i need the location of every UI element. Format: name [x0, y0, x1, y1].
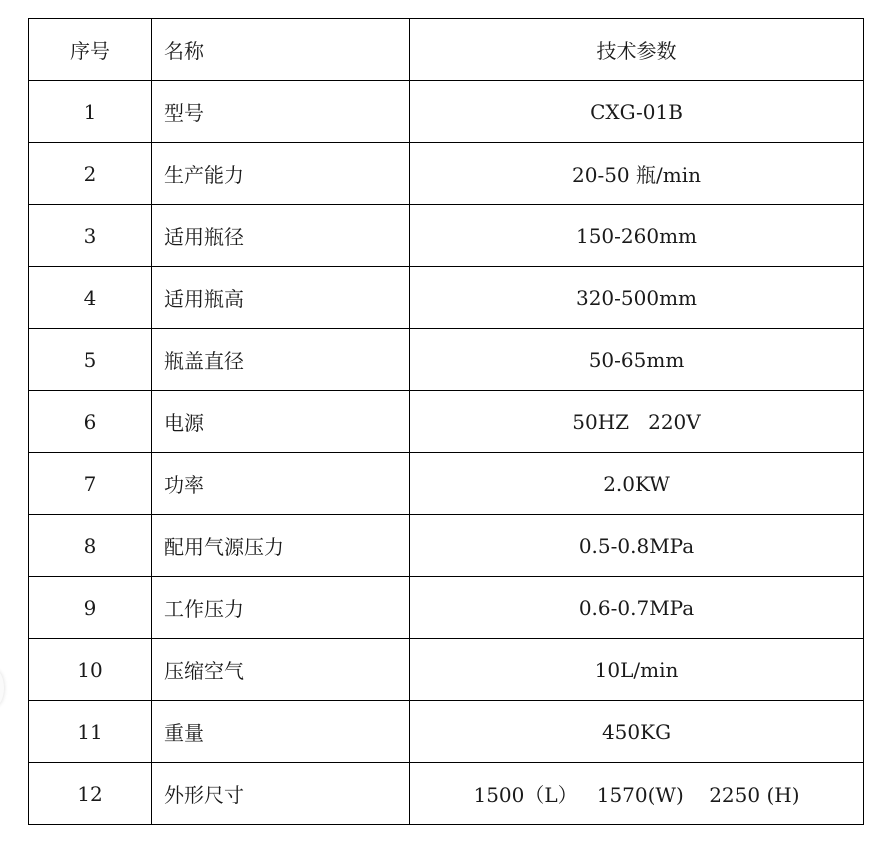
row-index: 11: [29, 701, 152, 763]
table-row: [29, 639, 864, 701]
row-name: 电源: [152, 391, 410, 453]
row-value: 320-500mm: [410, 267, 864, 329]
table-row: [29, 267, 864, 329]
row-index: 8: [29, 515, 152, 577]
row-index: 3: [29, 205, 152, 267]
header-index: 序号: [29, 19, 152, 81]
row-value: CXG-01B: [410, 81, 864, 143]
row-name: 功率: [152, 453, 410, 515]
row-index: 10: [29, 639, 152, 701]
row-value: 450KG: [410, 701, 864, 763]
table-row: [29, 81, 864, 143]
row-name: 外形尺寸: [152, 763, 410, 825]
row-index: 5: [29, 329, 152, 391]
table-row: [29, 763, 864, 825]
table-row: [29, 515, 864, 577]
row-index: 2: [29, 143, 152, 205]
row-name: 适用瓶高: [152, 267, 410, 329]
table-row: [29, 577, 864, 639]
row-value: 0.5-0.8MPa: [410, 515, 864, 577]
row-index: 7: [29, 453, 152, 515]
table-row: [29, 143, 864, 205]
row-value: 1500（L） 1570(W) 2250 (H): [410, 763, 864, 825]
row-name: 重量: [152, 701, 410, 763]
row-index: 12: [29, 763, 152, 825]
row-index: 6: [29, 391, 152, 453]
page-edge-shadow: [0, 670, 4, 706]
row-name: 适用瓶径: [152, 205, 410, 267]
row-name: 工作压力: [152, 577, 410, 639]
row-value: 20-50 瓶/min: [410, 143, 864, 205]
table-row: [29, 701, 864, 763]
table-row: [29, 205, 864, 267]
table-row: [29, 329, 864, 391]
spec-table: [28, 18, 864, 825]
row-name: 配用气源压力: [152, 515, 410, 577]
row-value: 150-260mm: [410, 205, 864, 267]
row-index: 9: [29, 577, 152, 639]
row-value: 2.0KW: [410, 453, 864, 515]
row-name: 压缩空气: [152, 639, 410, 701]
row-name: 生产能力: [152, 143, 410, 205]
header-name: 名称: [152, 19, 410, 81]
row-index: 1: [29, 81, 152, 143]
row-value: 50HZ 220V: [410, 391, 864, 453]
row-name: 型号: [152, 81, 410, 143]
header-value: 技术参数: [410, 19, 864, 81]
table-header-row: [29, 19, 864, 81]
table-row: [29, 391, 864, 453]
row-value: 10L/min: [410, 639, 864, 701]
row-name: 瓶盖直径: [152, 329, 410, 391]
table-row: [29, 453, 864, 515]
row-index: 4: [29, 267, 152, 329]
row-value: 0.6-0.7MPa: [410, 577, 864, 639]
row-value: 50-65mm: [410, 329, 864, 391]
